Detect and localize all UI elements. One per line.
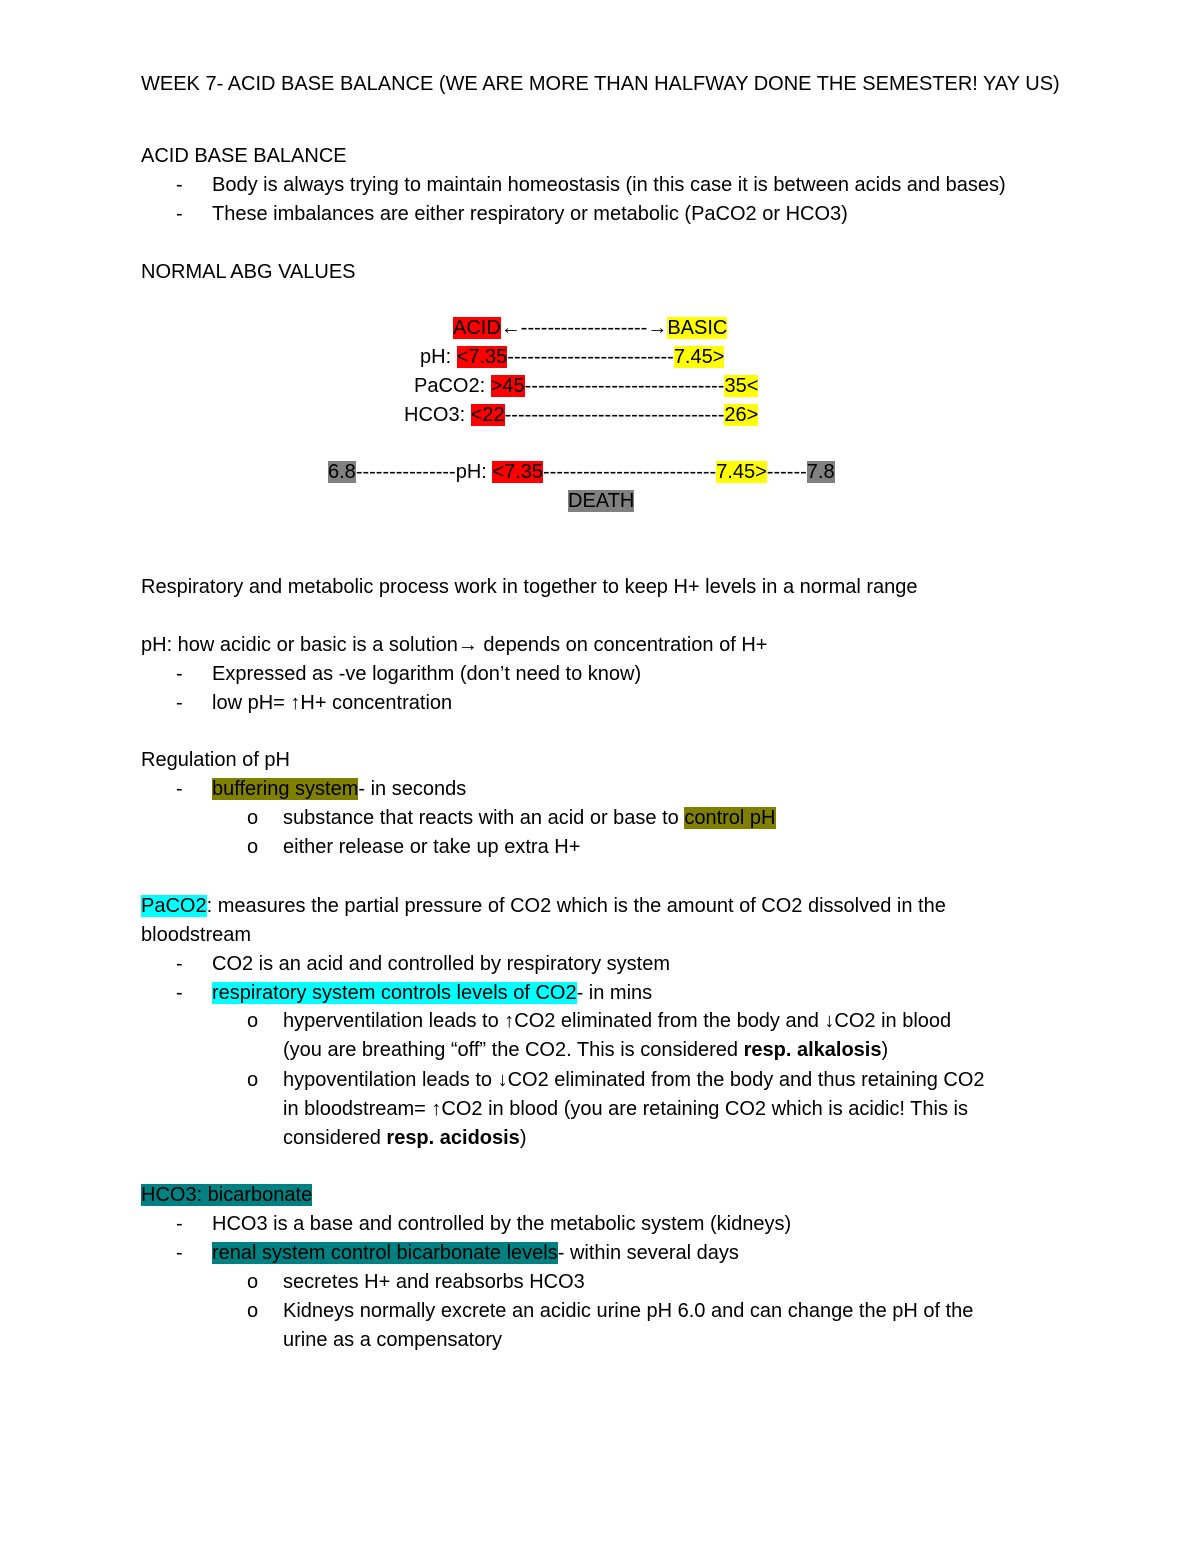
ph-label: pH: — [420, 346, 457, 368]
sub-list-text: ) — [519, 1127, 527, 1149]
abg-paco2-row — [414, 372, 758, 400]
list-item — [212, 1239, 739, 1267]
scale-acid: <7.35 — [492, 461, 544, 483]
bullet-dash: - — [176, 953, 183, 975]
list-item: Body is always trying to maintain homeostasis (in this case it is between acids and bases) — [212, 174, 1006, 196]
scale-dash: ------ — [766, 461, 807, 483]
list-item-text: - in seconds — [358, 778, 467, 800]
hco3-heading — [141, 1181, 312, 1209]
death-label-row — [568, 487, 634, 515]
page-title: WEEK 7- ACID BASE BALANCE (WE ARE MORE THAN HALFWAY DONE THE SEMESTER! YAY US) — [141, 73, 1060, 95]
ph-dash: ------------------------- — [507, 346, 674, 368]
list-item: low pH= ↑H+ concentration — [212, 692, 453, 714]
bullet-dash: - — [176, 203, 183, 225]
death-label: DEATH — [568, 490, 635, 512]
hco3-low: <22 — [470, 404, 505, 426]
list-item: Expressed as -ve logarithm (don’t need to know) — [212, 663, 642, 685]
section-heading-regulation: Regulation of pH — [141, 749, 290, 771]
paco2-high: 35< — [724, 375, 759, 397]
sub-list-item-continued — [283, 1124, 526, 1152]
section-heading-acid-base: ACID BASE BALANCE — [141, 145, 347, 167]
hco3-highlight: HCO3: bicarbonate — [141, 1184, 313, 1206]
arrow-line: ←-------------------→ — [500, 317, 668, 339]
section-heading-abg: NORMAL ABG VALUES — [141, 261, 356, 283]
ph-definition: pH: how acidic or basic is a solution→ depends on concentration of H+ — [141, 634, 768, 656]
bullet-dash: - — [176, 692, 183, 714]
sub-list-item-continued: in bloodstream= ↑CO2 in blood (you are retaining CO2 which is acidic! This is — [283, 1098, 968, 1120]
sub-list-text: considered — [283, 1127, 387, 1149]
list-item — [212, 979, 652, 1007]
paco2-highlight: PaCO2 — [141, 895, 207, 917]
bullet-dash: - — [176, 174, 183, 196]
sub-list-item: hyperventilation leads to ↑CO2 eliminated from the body and ↓CO2 in blood — [283, 1010, 952, 1032]
paco2-def-text: : measures the partial pressure of CO2 which is the amount of CO2 dissolved in the — [206, 895, 946, 917]
bullet-circle: o — [247, 1069, 259, 1091]
bullet-circle: o — [247, 1300, 259, 1322]
hco3-dash: --------------------------------- — [504, 404, 725, 426]
buffering-system-highlight: buffering system — [212, 778, 359, 800]
list-item: HCO3 is a base and controlled by the metabolic system (kidneys) — [212, 1213, 792, 1235]
bullet-dash: - — [176, 1213, 183, 1235]
control-ph-highlight: control pH — [684, 807, 776, 829]
bullet-dash: - — [176, 1242, 183, 1264]
paco2-definition — [141, 892, 946, 920]
scale-dash: -------------------------- — [543, 461, 717, 483]
abg-acid-basic-row — [453, 314, 727, 342]
bullet-circle: o — [247, 1271, 259, 1293]
abg-hco3-row — [404, 401, 758, 429]
paragraph: Respiratory and metabolic process work in together to keep H+ levels in a normal range — [141, 576, 918, 598]
list-item: CO2 is an acid and controlled by respiratory system — [212, 953, 670, 975]
ph-scale-row — [328, 458, 835, 486]
list-item-text: - within several days — [557, 1242, 739, 1264]
bullet-dash: - — [176, 663, 183, 685]
scale-low: 6.8 — [328, 461, 356, 483]
scale-basic: 7.45> — [716, 461, 767, 483]
paco2-dash: ------------------------------ — [524, 375, 725, 397]
sub-list-item: hypoventilation leads to ↓CO2 eliminated from the body and thus retaining CO2 — [283, 1069, 985, 1091]
sub-list-item: secretes H+ and reabsorbs HCO3 — [283, 1271, 585, 1293]
list-item — [212, 775, 466, 803]
sub-list-text: substance that reacts with an acid or base to — [283, 807, 685, 829]
hco3-high: 26> — [724, 404, 759, 426]
sub-list-text: ) — [881, 1039, 889, 1061]
sub-list-item: either release or take up extra H+ — [283, 836, 581, 858]
bullet-circle: o — [247, 807, 259, 829]
ph-high: 7.45> — [673, 346, 725, 368]
list-item: These imbalances are either respiratory or metabolic (PaCO2 or HCO3) — [212, 203, 848, 225]
bullet-dash: - — [176, 778, 183, 800]
paco2-def-continued: bloodstream — [141, 924, 252, 946]
sub-list-item-continued: urine as a compensatory — [283, 1329, 503, 1351]
sub-list-item: Kidneys normally excrete an acidic urine pH 6.0 and can change the pH of the — [283, 1300, 974, 1322]
bullet-circle: o — [247, 836, 259, 858]
paco2-label: PaCO2: — [414, 375, 491, 397]
sub-list-item-continued — [283, 1036, 888, 1064]
renal-control-highlight: renal system control bicarbonate levels — [212, 1242, 558, 1264]
list-item-text: - in mins — [576, 982, 653, 1004]
acid-label: ACID — [453, 317, 501, 339]
ph-low: <7.35 — [456, 346, 508, 368]
resp-acidosis-term: resp. acidosis — [386, 1127, 520, 1149]
respiratory-control-highlight: respiratory system controls levels of CO2 — [212, 982, 577, 1004]
scale-high: 7.8 — [806, 461, 835, 483]
sub-list-item — [283, 804, 776, 832]
paco2-low: >45 — [490, 375, 525, 397]
resp-alkalosis-term: resp. alkalosis — [743, 1039, 882, 1061]
bullet-dash: - — [176, 982, 183, 1004]
bullet-circle: o — [247, 1010, 259, 1032]
scale-dash: --------------- — [355, 461, 456, 483]
abg-ph-row — [420, 343, 724, 371]
scale-ph-label: pH: — [455, 461, 493, 483]
sub-list-text: (you are breathing “off” the CO2. This is considered — [283, 1039, 744, 1061]
basic-label: BASIC — [667, 317, 728, 339]
hco3-label: HCO3: — [404, 404, 471, 426]
